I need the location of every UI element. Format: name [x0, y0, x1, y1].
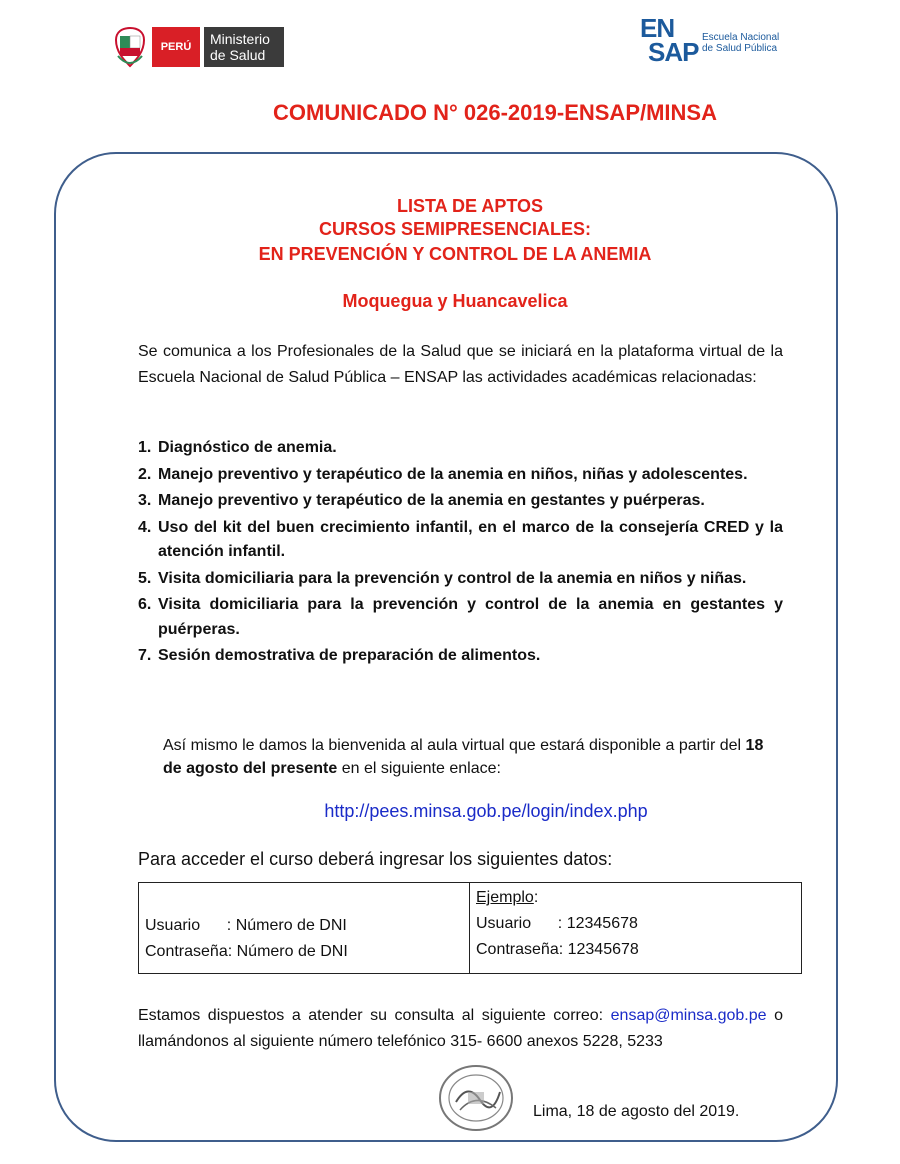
- welcome-date: 18 de agosto del presente: [163, 737, 764, 777]
- list-text: Uso del kit del buen crecimiento infantil, en el marco de la consejería CRED y la atención infantil.: [158, 518, 783, 560]
- list-item: [138, 463, 783, 488]
- list-item: [138, 567, 783, 592]
- list-item: [138, 436, 783, 461]
- official-stamp-icon: [436, 1062, 516, 1134]
- contact-email-link[interactable]: ensap@minsa.gob.pe: [610, 1007, 767, 1024]
- course-list: [138, 436, 783, 671]
- list-text: Diagnóstico de anemia.: [158, 439, 337, 456]
- peru-label: PERÚ: [152, 27, 200, 67]
- title-line3: EN PREVENCIÓN Y CONTROL DE LA ANEMIA: [258, 244, 652, 264]
- welcome-text-2: en el siguiente enlace:: [337, 760, 501, 777]
- list-number: 6.: [138, 596, 152, 613]
- document-date: Lima, 18 de agosto del 2019.: [533, 1103, 740, 1120]
- password-line: Contraseña: Número de DNI: [145, 943, 348, 960]
- ensap-name-line2: de Salud Pública: [702, 43, 778, 54]
- ministerio-line1: Ministerio: [210, 31, 270, 47]
- list-text: Visita domiciliaria para la prevención y control de la anemia en gestantes y puérperas.: [158, 596, 783, 638]
- list-text: Manejo preventivo y terapéutico de la anemia en gestantes y puérperas.: [158, 492, 705, 509]
- user-line: Usuario : Número de DNI: [145, 917, 347, 934]
- example-label: Ejemplo: [476, 889, 534, 906]
- example-cell: [470, 883, 801, 973]
- ministerio-label: [204, 27, 284, 67]
- ensap-logo: [640, 13, 790, 72]
- title-line2: CURSOS SEMIPRESENCIALES:: [318, 219, 592, 239]
- list-item: [138, 489, 783, 514]
- list-item: [138, 593, 783, 642]
- minsa-logo: [112, 24, 284, 70]
- ensap-mark-line2: SAP: [648, 37, 699, 67]
- example-password-line: Contraseña: 12345678: [476, 941, 639, 958]
- credentials-table: [138, 882, 802, 974]
- region-title: Moquegua y Huancavelica: [342, 291, 568, 311]
- ensap-name: [702, 32, 779, 54]
- credentials-cell: [139, 883, 470, 973]
- list-number: 4.: [138, 518, 152, 536]
- welcome-text-1: Así mismo le damos la bienvenida al aula virtual que estará disponible a partir del: [163, 737, 746, 754]
- welcome-paragraph: [163, 734, 783, 780]
- access-instructions: Para acceder el curso deberá ingresar los siguientes datos:: [138, 849, 613, 869]
- list-number: 2.: [138, 465, 152, 483]
- list-text: Sesión demostrativa de preparación de alimentos.: [158, 647, 541, 664]
- list-number: 5.: [138, 569, 152, 587]
- example-user-line: Usuario : 12345678: [476, 915, 638, 932]
- contact-text-1: Estamos dispuestos a atender su consulta al siguiente correo:: [138, 1007, 611, 1024]
- list-number: 1.: [138, 439, 152, 456]
- list-item: [138, 516, 783, 565]
- platform-link[interactable]: http://pees.minsa.gob.pe/login/index.php: [324, 801, 648, 821]
- example-colon: :: [533, 889, 539, 906]
- contact-paragraph: [138, 1003, 783, 1055]
- ministerio-line2: de Salud: [210, 47, 266, 63]
- list-text: Visita domiciliaria para la prevención y control de la anemia en niños y niñas.: [158, 569, 747, 587]
- contact-text-2: o llamándonos al siguiente número telefónico 315- 6600 anexos 5228, 5233: [138, 1007, 783, 1050]
- list-text: Manejo preventivo y terapéutico de la anemia en niños, niñas y adolescentes.: [158, 465, 748, 483]
- ensap-mark: [640, 13, 700, 70]
- list-number: 3.: [138, 492, 152, 509]
- title-line1: LISTA DE APTOS: [396, 196, 543, 216]
- peru-shield-icon: [112, 26, 148, 68]
- list-number: 7.: [138, 647, 152, 664]
- example-heading: [476, 885, 801, 911]
- intro-paragraph: Se comunica a los Profesionales de la Salud que se iniciará en la plataforma virtual de la Escuela Nacional de Salud Pública – ENSAP las actividades académicas relacionadas:: [138, 343, 783, 386]
- ensap-name-line1: Escuela Nacional: [702, 32, 780, 43]
- comunicado-title: COMUNICADO N° 026-2019-ENSAP/MINSA: [273, 100, 717, 125]
- list-item: [138, 644, 783, 669]
- ensap-mark-line1: EN: [640, 13, 675, 43]
